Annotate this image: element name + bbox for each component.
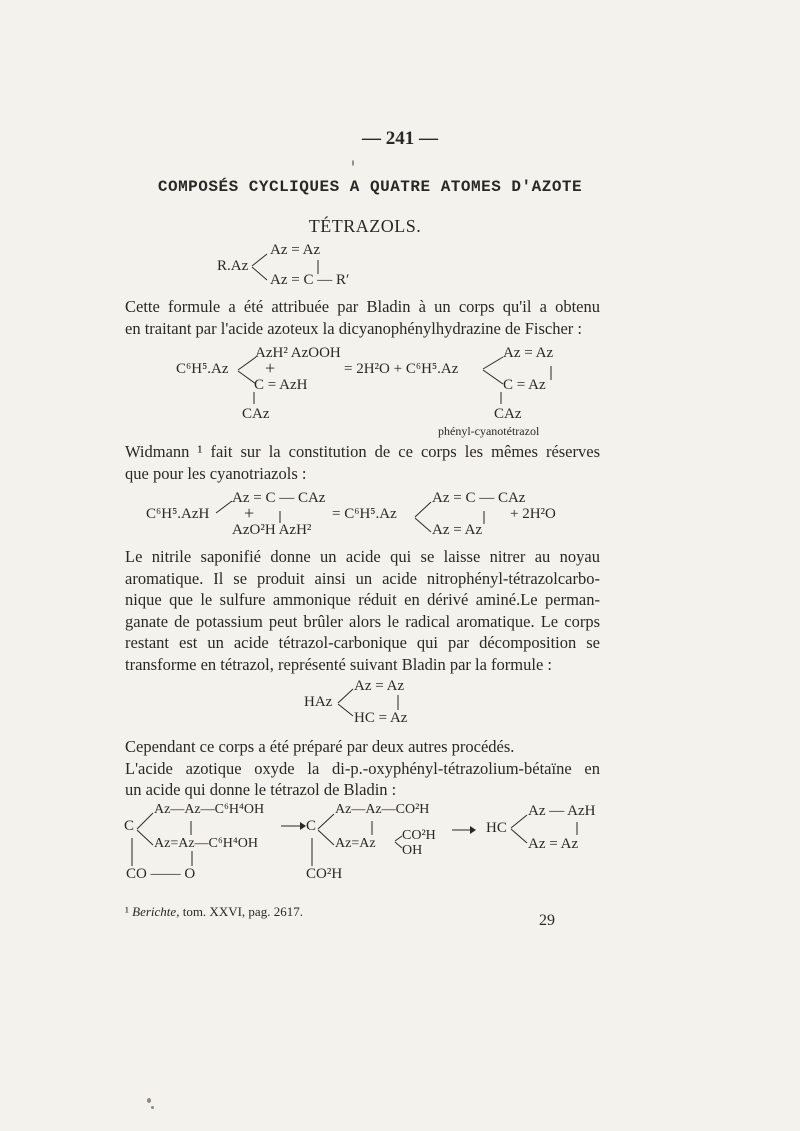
paragraph-3-line: restant est un acide tétrazol-carbonique qui par décomposition se xyxy=(125,633,600,652)
paragraph-2-line: Widmann ¹ fait sur la constitution de ce corps les mêmes réserves xyxy=(125,442,600,461)
signature-mark: 29 xyxy=(539,912,555,929)
formula3-top: Az = Az xyxy=(354,678,405,694)
eq3-c-top: Az — AzH xyxy=(528,803,596,819)
paragraph-3-line: aromatique. Il se produit ainsi un acide nitrophényl-tétrazolcarbo- xyxy=(125,568,600,588)
formula1-top: Az = Az xyxy=(270,242,321,258)
eq2-lhs-bottom: AzO²H AzH² xyxy=(232,522,312,538)
eq2-lhs-plus: + xyxy=(244,503,255,523)
eq1-lhs-bottom: C = AzH xyxy=(254,377,308,393)
eq1-lhs-left: C⁶H⁵.Az xyxy=(176,361,229,377)
eq3-c-bottom: Az = Az xyxy=(528,836,579,852)
page-number: — 241 — xyxy=(362,128,438,149)
eq3-b-bottom: Az=Az xyxy=(335,836,376,851)
eq2-lhs-top: Az = C — CAz xyxy=(232,490,326,506)
eq3-b-top: Az—Az—CO²H xyxy=(335,802,430,817)
paragraph-4-line: Cependant ce corps a été préparé par deux autres procédés. xyxy=(125,737,515,756)
paper-speck xyxy=(151,1106,154,1109)
eq2-equals: = C⁶H⁵.Az xyxy=(332,506,397,522)
chapter-title: COMPOSÉS CYCLIQUES A QUATRE ATOMES D'AZOTE xyxy=(157,178,583,196)
eq3-c-hc: HC xyxy=(486,820,507,836)
eq2-rhs-plus: + 2H²O xyxy=(510,506,556,522)
formula3-bottom: HC = Az xyxy=(354,710,408,726)
section-title: TÉTRAZOLS. xyxy=(308,216,422,236)
paragraph-1-line: en traitant par l'acide azoteux la dicyanophénylhydrazine de Fischer : xyxy=(125,318,582,338)
paragraph-3 xyxy=(125,546,600,675)
paragraph-3-line: ganate de potassium peut brûler alors le radical aromatique. Le corps xyxy=(125,611,600,631)
paragraph-4-line: un acide qui donne le tétrazol de Bladin : xyxy=(125,780,397,799)
paragraph-4-line: L'acide azotique oxyde la di-p.-oxyphényl-tétrazolium-bétaïne en xyxy=(125,758,600,778)
paragraph-2-line: que pour les cyanotriazols : xyxy=(125,463,307,483)
formula1-bottom: Az = C — R′ xyxy=(270,272,350,288)
eq2-rhs-top: Az = C — CAz xyxy=(432,490,526,506)
paragraph-2 xyxy=(125,441,600,484)
paragraph-4 xyxy=(125,736,600,801)
paragraph-3-line: nique que le sulfure ammonique réduit en dérivé aminé.Le perman- xyxy=(125,590,600,609)
footnote-ref: tom. XXVI, pag. 2617. xyxy=(182,904,303,919)
eq1-rhs-caz: CAz xyxy=(494,406,522,422)
eq3-b-c: C xyxy=(306,818,317,834)
eq1-equals: = 2H²O + C⁶H⁵.Az xyxy=(344,361,459,377)
eq3-b-co2h-bottom: CO²H xyxy=(306,866,343,882)
paragraph-3-line: Le nitrile saponifié donne un acide qui se laisse nitrer au noyau xyxy=(125,547,600,566)
eq1-caption: phényl-cyanotétrazol xyxy=(438,424,540,438)
formula1-left: R.Az xyxy=(217,258,249,274)
footnote-source: Berichte, xyxy=(132,904,180,919)
eq3-b-oh: OH xyxy=(402,843,423,858)
footnote-mark: ¹ xyxy=(125,904,129,919)
paragraph-1 xyxy=(125,296,600,339)
eq1-lhs-caz: CAz xyxy=(242,406,270,422)
footnote xyxy=(125,904,303,920)
formula3-left: HAz xyxy=(304,694,333,710)
paper-speck xyxy=(352,160,354,166)
paragraph-1-line: Cette formule a été attribuée par Bladin à un corps qu'il a obtenu xyxy=(125,297,600,316)
eq2-lhs-left: C⁶H⁵.AzH xyxy=(146,506,210,522)
eq1-rhs-bottom: C = Az xyxy=(503,377,546,393)
eq2-rhs-bottom: Az = Az xyxy=(432,522,483,538)
eq1-lhs-top: AzH² AzOOH xyxy=(255,345,341,361)
eq3-a-c: C xyxy=(124,818,135,834)
eq3-a-top: Az—Az—C⁶H⁴OH xyxy=(154,802,265,817)
eq3-a-bottom: Az=Az—C⁶H⁴OH xyxy=(154,836,258,851)
eq3-a-co: CO —— O xyxy=(126,866,196,882)
eq1-lhs-plus: + xyxy=(265,358,276,378)
eq3-b-co2h: CO²H xyxy=(402,828,436,843)
eq1-rhs-top: Az = Az xyxy=(503,345,554,361)
paper-speck xyxy=(147,1098,151,1103)
paragraph-3-line: transforme en tétrazol, représenté suivant Bladin par la formule : xyxy=(125,654,553,674)
